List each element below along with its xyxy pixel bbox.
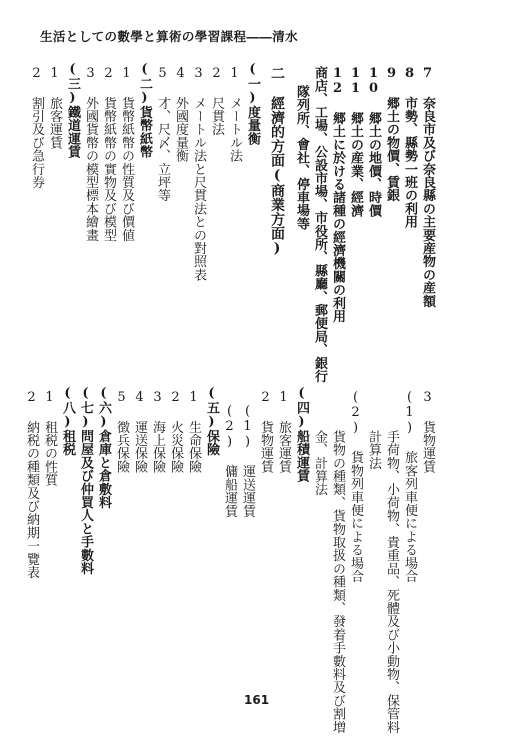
list-item: (1) 運送運賃: [240, 404, 255, 518]
text-line: 金、計算法: [312, 430, 327, 496]
text-line: 商店、工場、公設市場、市役所、縣廳、郵便局、銀行: [312, 66, 327, 383]
list-item: 2 火災保險: [168, 390, 183, 474]
text-line: 12 郷土に於ける諸種の經濟機關の利用: [330, 66, 345, 323]
list-item: 2 割引及び急行券: [29, 66, 44, 189]
list-item: 1 旅客運賃: [47, 66, 62, 150]
text-line: 9 郷土の物價、賃銀: [384, 66, 399, 202]
text-line: 8 市勢、縣勢一班の利用: [402, 66, 417, 229]
page-number: 161: [244, 693, 270, 707]
list-item: 1 租税の性質: [42, 390, 57, 487]
list-item: 3 メートル法と尺貫法との對照表: [191, 66, 206, 282]
list-item: 2 納税の種類及び納期一覽表: [24, 390, 39, 579]
list-item: 1 生命保險: [186, 390, 201, 474]
list-item: (2) 貨物列車便による場合: [348, 390, 363, 583]
running-header: 生活としての數學と算術の學習課程――清水: [40, 29, 299, 44]
subsection-heading: (三)鐵道運賃: [65, 62, 80, 159]
subsection-heading: (八)租税: [60, 386, 75, 456]
text-line: 11 郷土の産業、經濟: [348, 66, 363, 218]
list-item: 1 旅客運賃: [276, 390, 291, 474]
subsection-heading: (四)船積運賃: [294, 386, 309, 483]
list-item: 2 尺貫法: [209, 66, 224, 136]
list-item: 5 徴兵保險: [114, 390, 129, 474]
list-item: (2) 傭船運賃: [222, 404, 237, 518]
section-heading: 二 經濟的方面(商業方面): [269, 66, 285, 257]
list-item: (1) 旅客列車便による場合: [402, 390, 417, 583]
list-item: 3 海上保險: [150, 390, 165, 474]
text-line: 10 郷土の地價、時價: [366, 66, 381, 218]
text-line: 貨物の種類、貨物取扱の種類、發着手數料及び割増: [330, 430, 345, 734]
subsection-heading: (七)問屋及び仲買人と手數料: [78, 386, 93, 575]
list-item: 1 メートル法: [227, 66, 242, 163]
list-item: 2 貨幣紙幣の實物及び模型: [101, 66, 116, 242]
list-item: 4 外國度量衡: [173, 66, 188, 163]
subsection-heading: (一)度量衡: [245, 62, 260, 146]
list-item: 1 貨幣紙幣の性質及び價値: [119, 66, 134, 242]
list-item: 5 才、尺〆、立坪等: [155, 66, 170, 202]
text-line: 7 奈良市及び奈良縣の主要産物の産額: [420, 66, 435, 308]
text-line: 手荷物、小荷物、貴重品、死體及び小動物、保管料: [384, 430, 399, 734]
subsection-heading: (二)貨幣紙幣: [137, 62, 152, 159]
subsection-heading: (六)倉庫と倉敷料: [96, 386, 111, 509]
list-item: 3 貨物運賃: [420, 390, 435, 474]
list-item: 3 外國貨幣の模型標本繪畫: [83, 66, 98, 242]
list-item: 2 貨物運賃: [258, 390, 273, 474]
text-line: 計算法: [366, 430, 381, 470]
text-line: 隊列所、會社、停車場等: [294, 85, 309, 231]
subsection-heading: (五)保險: [204, 386, 219, 456]
list-item: 4 運送保險: [132, 390, 147, 474]
